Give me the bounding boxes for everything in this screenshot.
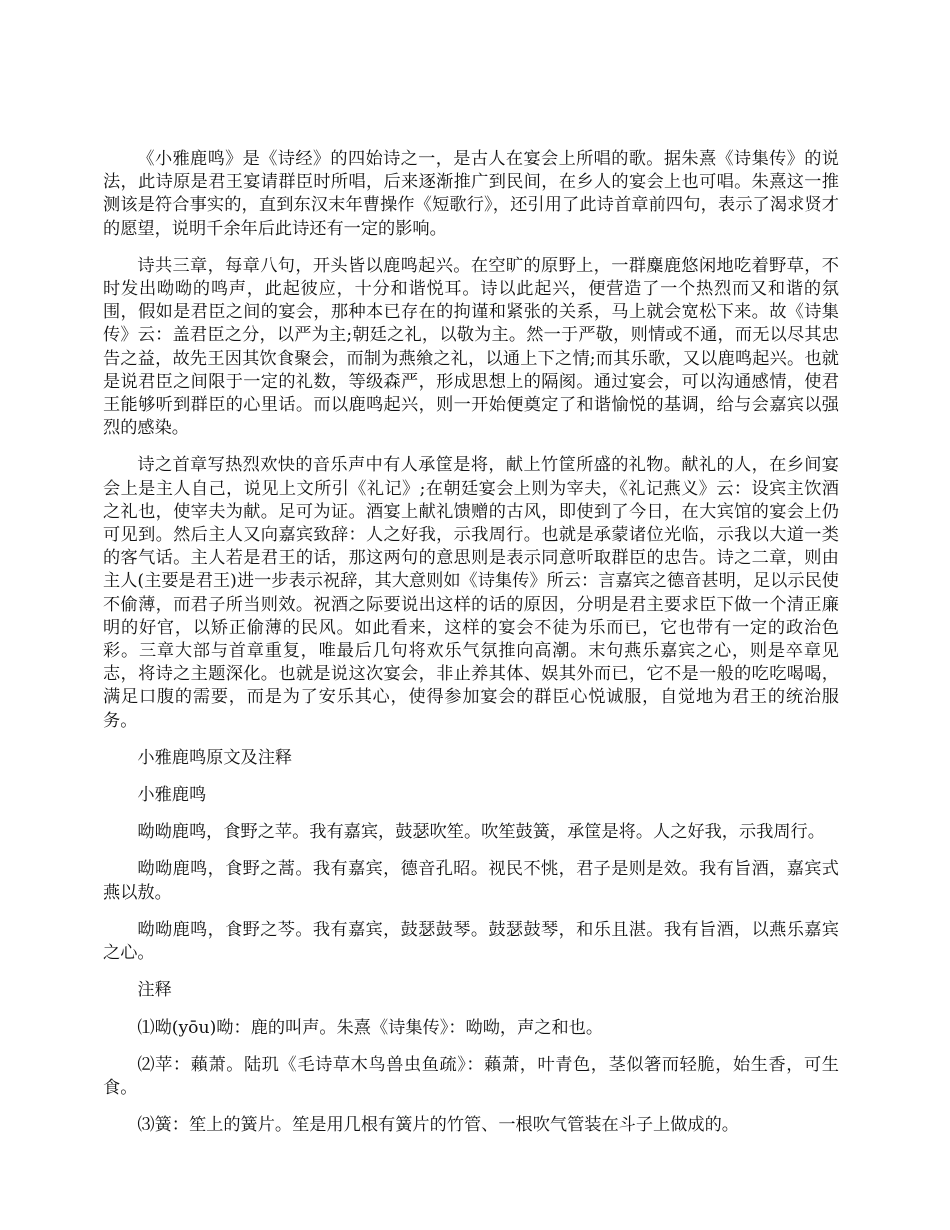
- annotation-2: ⑵苹：藾萧。陆玑《毛诗草木鸟兽虫鱼疏》：藾萧，叶青色，茎似箸而轻脆，始生香，可生食。: [103, 1054, 839, 1098]
- annotation-3: ⑶簧：笙上的簧片。笙是用几根有簧片的竹管、一根吹气管装在斗子上做成的。: [137, 1115, 739, 1136]
- document-page: [103, 148, 839, 1151]
- annotations-heading: 注释: [137, 980, 172, 1001]
- poem-stanza-2: 呦呦鹿鸣，食野之蒿。我有嘉宾，德音孔昭。视民不恌，君子是则是效。我有旨酒，嘉宾式燕以敖。: [103, 859, 839, 903]
- poem-stanza-3: 呦呦鹿鸣，食野之芩。我有嘉宾，鼓瑟鼓琴。鼓瑟鼓琴，和乐且湛。我有旨酒，以燕乐嘉宾之心。: [103, 919, 839, 964]
- analysis-paragraph-chapters: 诗之首章写热烈欢快的音乐声中有人承筐是将，献上竹筐所盛的礼物。献礼的人，在乡间宴会上是主人自己，说见上文所引《礼记》;在朝廷宴会上则为宰夫，《礼记燕义》云：设宾主饮酒之礼也，使宰夫为献。足可为证。酒宴上献礼馈赠的古风，即使到了今日，在大宾馆的宴会上仍可见到。然后主人又向嘉宾致辞：人之好我，示我周行。也就是承蒙诸位光临，示我以大道一类的客气话。主人若是君王的话，那这两句的意思则是表示同意听取群臣的忠告。诗之二章，则由主人(主要是君王)进一步表示祝辞，其大意则如《诗集传》所云：言嘉宾之德音甚明，足以示民使不偷薄，而君子所当则效。祝酒之际要说出这样的话的原因，分明是君主要求臣下做一个清正廉明的好官，以矫正偷薄的民风。如此看来，这样的宴会不徒为乐而已，它也带有一定的政治色彩。三章大部与首章重复，唯最后几句将欢乐气氛推向高潮。末句燕乐嘉宾之心，则是卒章见志，将诗之主题深化。也就是说这次宴会，非止养其体、娱其外而已，它不是一般的吃吃喝喝，满足口腹的需要，而是为了安乐其心，使得参加宴会的群臣心悦诚服，自觉地为君王的统治服务。: [103, 455, 839, 731]
- analysis-paragraph-structure: 诗共三章，每章八句，开头皆以鹿鸣起兴。在空旷的原野上，一群麋鹿悠闲地吃着野草，不时发出呦呦的鸣声，此起彼应，十分和谐悦耳。诗以此起兴，便营造了一个热烈而又和谐的氛围，假如是君臣之间的宴会，那种本已存在的拘谨和紧张的关系，马上就会宽松下来。故《诗集传》云：盖君臣之分，以严为主;朝廷之礼，以敬为主。然一于严敬，则情或不通，而无以尽其忠告之益，故先王因其饮食聚会，而制为燕飨之礼，以通上下之情;而其乐歌，又以鹿鸣起兴。也就是说君臣之间限于一定的礼数，等级森严，形成思想上的隔阂。通过宴会，可以沟通感情，使君王能够听到群臣的心里话。而以鹿鸣起兴，则一开始便奠定了和谐愉悦的基调，给与会嘉宾以强烈的感染。: [103, 255, 839, 439]
- poem-title: 小雅鹿鸣: [137, 785, 207, 806]
- annotation-1: ⑴呦(yōu)呦：鹿的叫声。朱熹《诗集传》：呦呦，声之和也。: [137, 1017, 604, 1038]
- poem-stanza-1: 呦呦鹿鸣，食野之苹。我有嘉宾，鼓瑟吹笙。吹笙鼓簧，承筐是将。人之好我，示我周行。: [137, 822, 825, 843]
- section-heading-original-text: 小雅鹿鸣原文及注释: [137, 747, 293, 768]
- intro-paragraph: 《小雅鹿鸣》是《诗经》的四始诗之一，是古人在宴会上所唱的歌。据朱熹《诗集传》的说法，此诗原是君王宴请群臣时所唱，后来逐渐推广到民间，在乡人的宴会上也可唱。朱熹这一推测该是符合事实的，直到东汉末年曹操作《短歌行》，还引用了此诗首章前四句，表示了渴求贤才的愿望，说明千余年后此诗还有一定的影响。: [103, 149, 839, 239]
